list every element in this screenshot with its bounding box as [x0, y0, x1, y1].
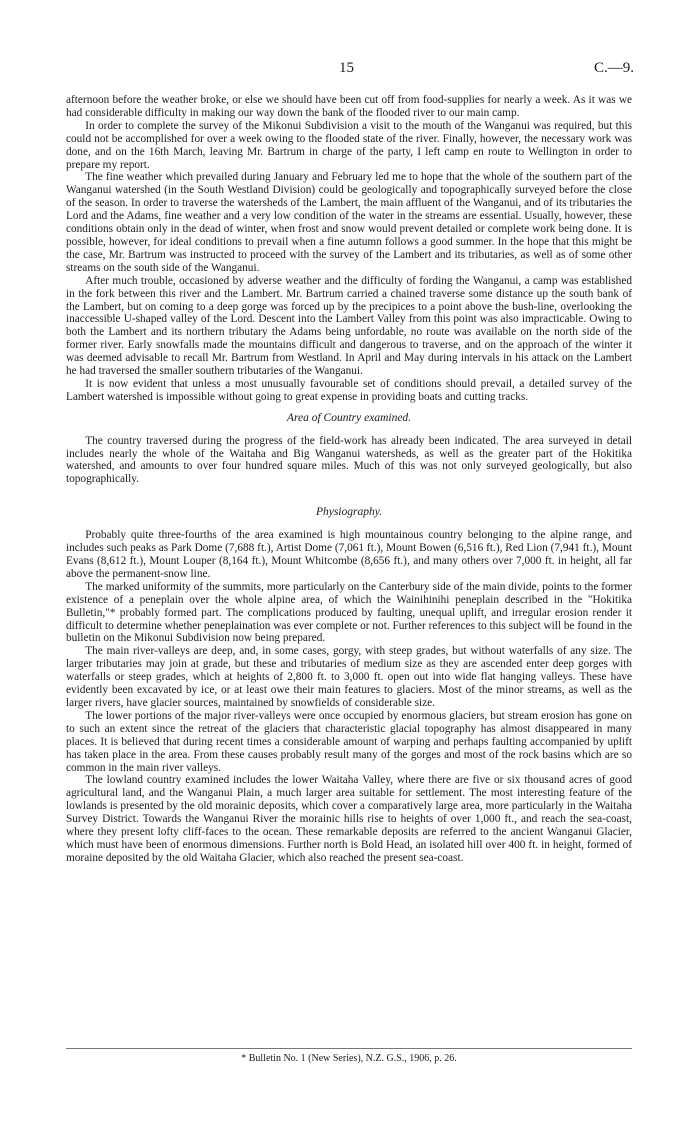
paragraph: Probably quite three-fourths of the area examined is high mountainous country belonging to the alpine range, and includes such peaks as Park Dome (7,688 ft.), Artist Dome (7,061 ft.), Mount Bowen (6,516 ft.), Red Lion (7,941 ft.), Mount Evans (8,612 ft.), Mount Louper (8,164 ft.), Mount Whitcombe (8,656 ft.), and many others over 7,000 ft. in height, all far above the permanent-snow line.: [66, 529, 632, 580]
paragraph: The fine weather which prevailed during January and February led me to hope that the whole of the southern part of the Wanganui watershed (in the South Westland Division) could be geologically and topographically surveyed before the close of the season. In order to traverse the watersheds of the Lambert, the main affluent of the Wanganui, and of its tributaries the Lord and the Adams, fine weather and a very low condition of the water in the streams are essential. Usually, however, these conditions obtain only in the dead of winter, when frost and snow would prevent detailed or complete work being done. It is possible, however, for ideal conditions to prevail when a fine autumn follows a good summer. In the hope that this might be the case, Mr. Bartrum was instructed to proceed with the survey of the Lambert and its tributaries, as well as of some other streams on the south side of the Wanganui.: [66, 171, 632, 274]
paragraph: The lowland country examined includes the lower Waitaha Valley, where there are five or six thousand acres of good agricultural land, and the Wanganui Plain, a much larger area suitable for settlement. The most interesting feature of the lowlands is presented by the old morainic deposits, which cover a comparatively large area, more particularly in the Waitaha Survey District. Towards the Wanganui River the morainic hills rise to heights of over 1,000 ft., and reach the sea-coast, where they present lofty cliff-faces to the ocean. These remarkable deposits are referred to the ancient Wanganui Glacier, which must have been of enormous dimensions. Further north is Bold Head, an isolated hill over 400 ft. in height, formed of moraine deposited by the old Waitaha Glacier, which also reached the present sea-coast.: [66, 774, 632, 864]
paragraph: The marked uniformity of the summits, more particularly on the Canterbury side of the main divide, points to the former existence of a peneplain over the whole alpine area, of which the Wainihinihi peneplain described in the "Hokitika Bulletin,"* probably formed part. The complications produced by faulting, unequal uplift, and irregular erosion render it difficult to determine whether peneplaination was ever complete or not. Further references to this subject will be found in the bulletin on the Mikonui Subdivision now being prepared.: [66, 580, 632, 645]
section-heading: Physiography.: [315, 506, 383, 519]
paragraph: After much trouble, occasioned by adverse weather and the difficulty of fording the Wanganui, a camp was established in the fork between this river and the Lambert. Mr. Bartrum carried a chained traverse some distance up the south bank of the Lambert, but on coming to a deep gorge was forced up by the precipices to a point above the bush-line, overlooking the inaccessible U-shaped valley of the Lord. Descent into the Lambert Valley from this point was also impracticable. Owing to both the Lambert and its northern tributary the Adams being unfordable, no route was available on the north side of the former river. Early snowfalls made the mountains difficult and dangerous to traverse, and on the approach of the winter it was deemed advisable to recall Mr. Bartrum from Westland. In April and May during intervals in his attack on the Lambert he had traversed the smaller southern tributaries of the Wanganui.: [66, 274, 632, 378]
paragraph: The lower portions of the major river-valleys were once occupied by enormous glaciers, but stream erosion has gone on to such an extent since the retreat of the glaciers that characteristic glacial topography has almost disappeared in many places. It is believed that during recent times a considerable amount of warping and perhaps faulting accompanied by uplift has taken place in the area. From these causes probably result many of the gorges and most of the rock basins which are so common in the main river valleys.: [66, 709, 632, 774]
paragraph: afternoon before the weather broke, or else we should have been cut off from food-supplies for nearly a week. As it was we had considerable difficulty in making our way down the bank of the flooded river to our main camp.: [66, 94, 632, 119]
paragraph: It is now evident that unless a most unusually favourable set of conditions should prevail, a detailed survey of the Lambert watershed is impossible without going to great expense in providing boats and cutting tracks.: [66, 377, 632, 403]
paragraph: The main river-valleys are deep, and, in some cases, gorgy, with steep grades, but without waterfalls of any size. The larger tributaries may join at grade, but these and tributaries of medium size as they are ascended enter deep gorges with waterfalls or steep grades, which at heights of 2,800 ft. to 3,000 ft. open out into wide flat hanging valleys. These have evidently been excavated by ice, or at least owe their main features to glaciers. Most of the minor streams, as well as the larger rivers, have glacier sources, maintained by snowfields of considerable size.: [66, 645, 632, 709]
paragraph: The country traversed during the progress of the field-work has already been indicated. The area surveyed in detail includes nearly the whole of the Waitaha and Big Wanganui watersheds, as well as the greater part of the Hokitika watershed, and amounts to over four hundred square miles. Much of this was not only surveyed geologically, but also topographically.: [66, 434, 632, 486]
footnote-text: * Bulletin No. 1 (New Series), N.Z. G.S., 1906, p. 26.: [241, 1053, 457, 1064]
paragraph: In order to complete the survey of the Mikonui Subdivision a visit to the mouth of the Wanganui was required, but this could not be accomplished for over a week owing to the flooded state of the river. Finally, however, the necessary work was done, and on the 16th March, leaving Mr. Bartrum in charge of the party, I left camp en route to Wellington in order to prepare my report.: [66, 119, 632, 171]
page-header: [0, 60, 700, 80]
section-heading: Area of Country examined.: [286, 411, 412, 424]
document-body: [66, 94, 632, 865]
document-reference: C.—9.: [593, 60, 634, 76]
footnote-divider: [66, 1048, 632, 1049]
page-number: 15: [339, 60, 354, 76]
